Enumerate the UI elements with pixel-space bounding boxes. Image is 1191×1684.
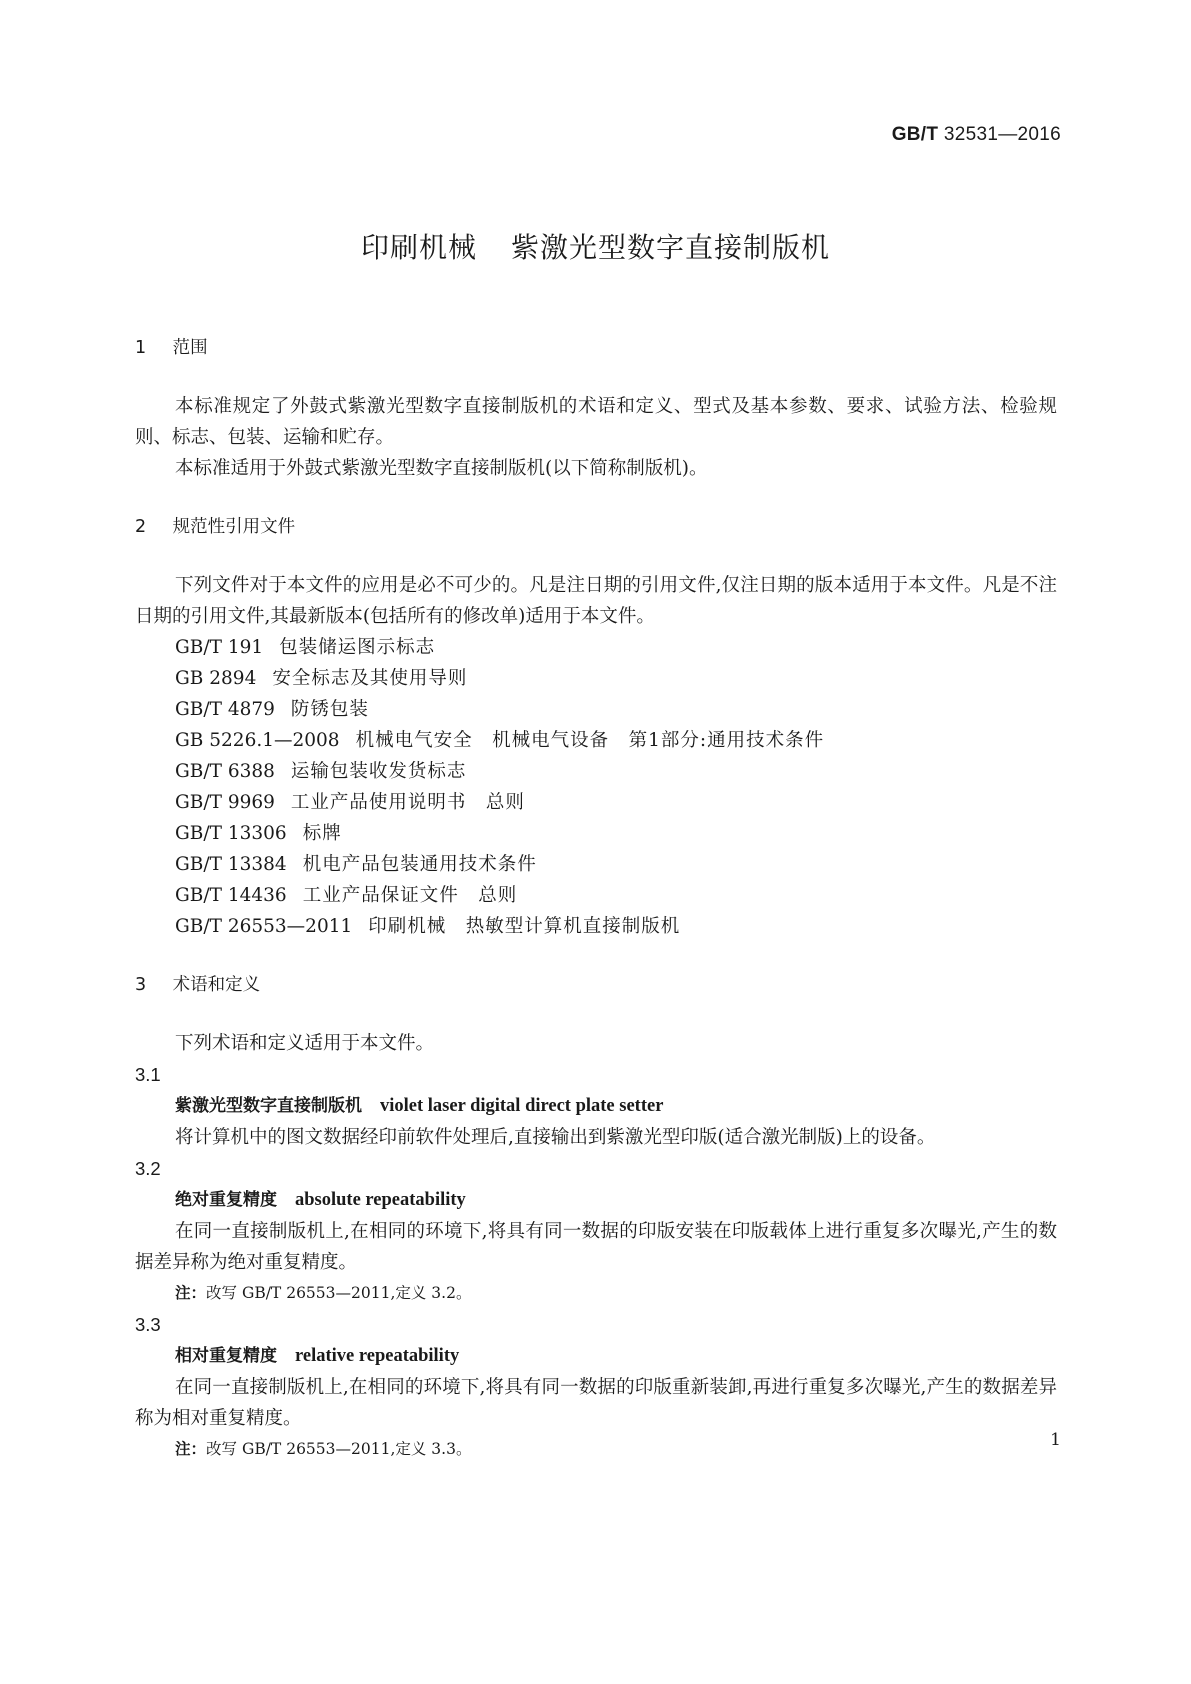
reference-name: 包装储运图示标志 <box>279 637 436 658</box>
paragraph: 下列文件对于本文件的应用是必不可少的。凡是注日期的引用文件,仅注日期的版本适用于本文件。凡是不注日期的引用文件,其最新版本(包括所有的修改单)适用于本文件。 <box>135 575 1057 627</box>
reference-item <box>135 911 1057 942</box>
paragraph: 本标准适用于外鼓式紫激光型数字直接制版机(以下简称制版机)。 <box>175 458 708 479</box>
standard-code <box>892 124 1061 146</box>
reference-name: 防锈包装 <box>290 699 369 720</box>
term-en: relative repeatability <box>295 1346 460 1366</box>
standard-number: 32531—2016 <box>943 124 1061 145</box>
section-title: 范围 <box>172 338 208 358</box>
section-title: 规范性引用文件 <box>172 517 296 537</box>
term-number: 3.2 <box>135 1158 161 1179</box>
section-heading-terms <box>135 970 1057 1000</box>
reference-name: 运输包装收发货标志 <box>290 761 467 782</box>
term-zh: 紫激光型数字直接制版机 <box>175 1096 362 1116</box>
term-zh: 相对重复精度 <box>175 1346 277 1366</box>
reference-name: 机电产品包装通用技术条件 <box>302 854 537 875</box>
reference-code: GB/T 26553—2011 <box>175 916 353 937</box>
term-definition: 将计算机中的图文数据经印前软件处理后,直接输出到紫激光型印版(适合激光制版)上的设备。 <box>175 1127 936 1148</box>
section-number: 2 <box>135 517 147 537</box>
reference-code: GB/T 14436 <box>175 885 287 906</box>
term-heading <box>135 1340 1057 1372</box>
section-heading-scope <box>135 333 1057 363</box>
document-body <box>135 333 1057 1465</box>
term-definition: 在同一直接制版机上,在相同的环境下,将具有同一数据的印版重新装卸,再进行重复多次曝光,产生的数据差异称为相对重复精度。 <box>135 1377 1057 1429</box>
reference-name: 安全标志及其使用导则 <box>272 668 468 689</box>
reference-code: GB 2894 <box>175 668 257 689</box>
section-heading-refs <box>135 512 1057 542</box>
title-part-1: 印刷机械 <box>360 231 477 264</box>
title-part-2: 紫激光型数字直接制版机 <box>511 231 831 264</box>
note-label: 注： <box>175 1440 207 1458</box>
note-text: 改写 GB/T 26553—2011,定义 3.2。 <box>206 1284 472 1302</box>
standard-prefix: GB/T <box>891 124 939 145</box>
term-heading <box>135 1184 1057 1216</box>
paragraph: 本标准规定了外鼓式紫激光型数字直接制版机的术语和定义、型式及基本参数、要求、试验方法、检验规则、标志、包装、运输和贮存。 <box>135 396 1057 448</box>
term-en: violet laser digital direct plate setter <box>380 1096 664 1116</box>
reference-list <box>135 632 1057 942</box>
reference-name: 工业产品保证文件 总则 <box>302 885 518 906</box>
section-number: 1 <box>135 338 147 358</box>
term-en: absolute repeatability <box>295 1190 466 1210</box>
reference-item <box>135 880 1057 911</box>
section-title: 术语和定义 <box>172 975 261 995</box>
reference-name: 印刷机械 热敏型计算机直接制版机 <box>368 916 681 937</box>
term-heading <box>135 1090 1057 1122</box>
reference-code: GB/T 13306 <box>175 823 287 844</box>
note-label: 注： <box>175 1284 207 1302</box>
reference-item <box>135 632 1057 663</box>
reference-item <box>135 663 1057 694</box>
reference-item <box>135 725 1057 756</box>
page-number: 1 <box>1050 1430 1061 1450</box>
reference-item <box>135 756 1057 787</box>
paragraph: 下列术语和定义适用于本文件。 <box>175 1033 435 1054</box>
reference-code: GB/T 4879 <box>175 699 275 720</box>
document-title <box>0 226 1191 266</box>
note-text: 改写 GB/T 26553—2011,定义 3.3。 <box>206 1440 472 1458</box>
reference-item <box>135 849 1057 880</box>
term-number: 3.1 <box>135 1064 161 1085</box>
reference-code: GB/T 191 <box>175 637 264 658</box>
reference-code: GB/T 9969 <box>175 792 275 813</box>
reference-code: GB 5226.1—2008 <box>175 730 340 751</box>
reference-item <box>135 818 1057 849</box>
reference-item <box>135 787 1057 818</box>
term-zh: 绝对重复精度 <box>175 1190 277 1210</box>
term-definition: 在同一直接制版机上,在相同的环境下,将具有同一数据的印版安装在印版载体上进行重复多次曝光,产生的数据差异称为绝对重复精度。 <box>135 1221 1057 1273</box>
reference-item <box>135 694 1057 725</box>
reference-code: GB/T 6388 <box>175 761 275 782</box>
term-note <box>135 1434 1057 1465</box>
reference-name: 机械电气安全 机械电气设备 第1部分:通用技术条件 <box>355 730 825 751</box>
reference-name: 工业产品使用说明书 总则 <box>290 792 525 813</box>
section-number: 3 <box>135 975 147 995</box>
reference-code: GB/T 13384 <box>175 854 287 875</box>
term-note <box>135 1278 1057 1309</box>
reference-name: 标牌 <box>302 823 342 844</box>
term-number: 3.3 <box>135 1314 161 1335</box>
